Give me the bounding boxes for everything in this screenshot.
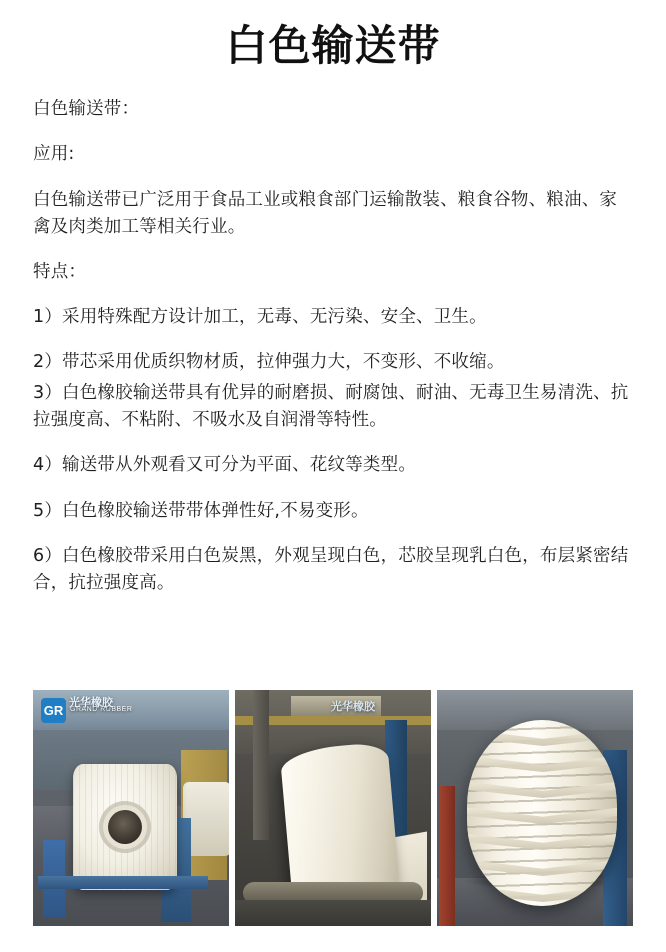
photo2-floor — [235, 900, 431, 926]
feature-item-1: 1）采用特殊配方设计加工，无毒、无污染、安全、卫生。 — [33, 306, 487, 327]
chevron-stripe-icon — [467, 858, 617, 876]
chevron-stripe-icon — [467, 806, 617, 824]
feature-item-3: 3）白色橡胶输送带具有优异的耐磨损、耐腐蚀、耐油、无毒卫生易清洗、抗拉强度高、不粘附、不吸水及自润滑等特性。 — [33, 383, 629, 431]
photo1-watermark-cn: 光华橡胶 — [69, 696, 113, 709]
heading-application: 应用: — [33, 144, 75, 165]
document-page — [0, 22, 666, 952]
chevron-stripe-icon — [467, 728, 617, 746]
paragraph-intro: 白色输送带： — [33, 99, 140, 120]
photo1-machine-beam — [38, 876, 208, 889]
feature-item-6: 6）白色橡胶带采用白色炭黑，外观呈现白色，芯胶呈现乳白色，布层紧密结合，抗拉强度高。 — [33, 545, 629, 593]
product-photo-3 — [437, 690, 633, 926]
feature-item-5: 5）白色橡胶输送带带体弹性好,不易变形。 — [33, 500, 369, 521]
photo1-roll-core — [108, 810, 142, 844]
feature-item-4: 4）输送带从外观看又可分为平面、花纹等类型。 — [33, 455, 417, 476]
photo3-red-post — [439, 786, 455, 926]
brand-badge-icon: GR — [41, 698, 66, 723]
chevron-stripe-icon — [467, 832, 617, 850]
heading-features: 特点： — [33, 261, 87, 282]
product-photo-gallery — [33, 690, 633, 926]
chevron-stripe-icon — [467, 754, 617, 772]
paragraph-application: 白色输送带已广泛用于食品工业或粮食部门运输散装、粮食谷物、粮油、家禽及肉类加工等相关行业。 — [33, 189, 618, 237]
product-photo-2 — [235, 690, 431, 926]
photo1-white-belt-roll — [73, 764, 177, 890]
photo2-watermark-cn: 光华橡胶 — [331, 700, 375, 713]
chevron-stripe-icon — [467, 780, 617, 798]
photo3-chevron-belt-roll — [467, 720, 617, 906]
page-title: 白色输送带 — [225, 21, 441, 70]
product-photo-1 — [33, 690, 229, 926]
document-body — [0, 96, 666, 597]
feature-item-2: 2）带芯采用优质织物材质，拉伸强力大，不变形、不收缩。 — [33, 352, 505, 373]
photo2-pillar-left — [253, 690, 269, 840]
brand-name-text: GRAND RUBBER — [70, 706, 133, 714]
